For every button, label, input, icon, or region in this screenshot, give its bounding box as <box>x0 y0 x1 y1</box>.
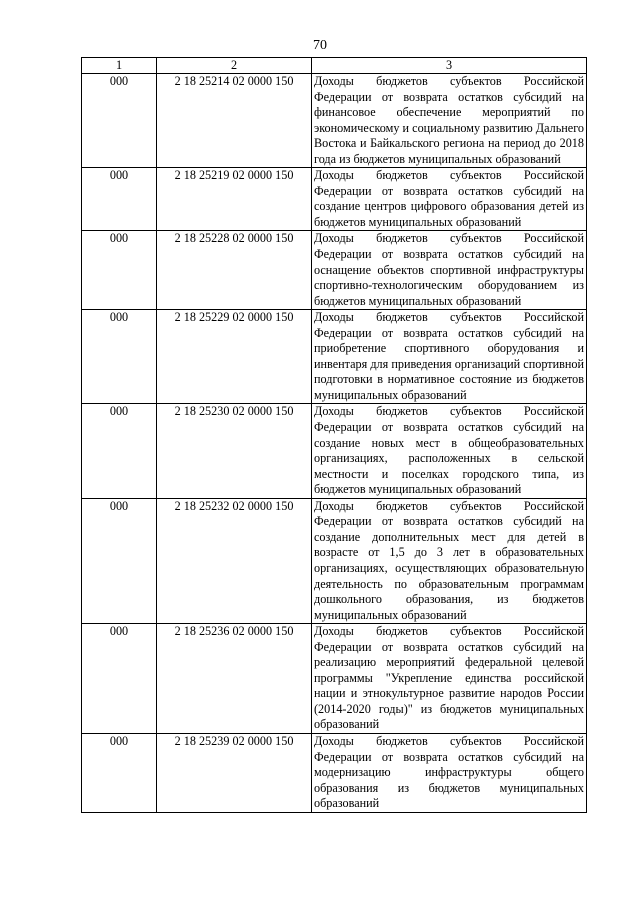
table-row <box>82 168 587 231</box>
admin-code-cell: 000 <box>82 74 157 168</box>
admin-code-cell: 000 <box>82 231 157 310</box>
budget-code-cell: 2 18 25230 02 0000 150 <box>157 404 312 498</box>
description-cell: Доходы бюджетов субъектов Российской Федерации от возврата остатков субсидий на приобретение спортивного оборудования и инвентаря для приведения организаций спортивной подготовки в нормативное состояние из бюджетов муниципальных образований <box>312 310 587 404</box>
table-row <box>82 310 587 404</box>
description-cell: Доходы бюджетов субъектов Российской Федерации от возврата остатков субсидий на создание новых мест в общеобразовательных организациях, расположенных в сельской местности и поселках городского типа, из бюджетов муниципальных образований <box>312 404 587 498</box>
table-row <box>82 624 587 734</box>
admin-code-cell: 000 <box>82 310 157 404</box>
description-cell: Доходы бюджетов субъектов Российской Федерации от возврата остатков субсидий на оснащение объектов спортивной инфраструктуры спортивно-технологическим оборудованием из бюджетов муниципальных образований <box>312 231 587 310</box>
budget-code-cell: 2 18 25232 02 0000 150 <box>157 498 312 623</box>
budget-code-cell: 2 18 25229 02 0000 150 <box>157 310 312 404</box>
table-row <box>82 733 587 812</box>
admin-code-cell: 000 <box>82 624 157 734</box>
header-cell-1: 1 <box>82 58 157 74</box>
description-cell: Доходы бюджетов субъектов Российской Федерации от возврата остатков субсидий на реализацию мероприятий федеральной целевой программы "Укрепление единства российской нации и этнокультурное развитие народов России (2014-2020 годы)" из бюджетов муниципальных образований <box>312 624 587 734</box>
description-cell: Доходы бюджетов субъектов Российской Федерации от возврата остатков субсидий на финансовое обеспечение мероприятий по экономическому и социальному развитию Дальнего Востока и Байкальского региона на период до 2018 года из бюджетов муниципальных образований <box>312 74 587 168</box>
description-cell: Доходы бюджетов субъектов Российской Федерации от возврата остатков субсидий на модернизацию инфраструктуры общего образования из бюджетов муниципальных образований <box>312 733 587 812</box>
admin-code-cell: 000 <box>82 733 157 812</box>
budget-code-cell: 2 18 25219 02 0000 150 <box>157 168 312 231</box>
admin-code-cell: 000 <box>82 404 157 498</box>
budget-code-cell: 2 18 25214 02 0000 150 <box>157 74 312 168</box>
admin-code-cell: 000 <box>82 168 157 231</box>
table-row <box>82 404 587 498</box>
budget-revenue-table <box>81 57 587 813</box>
admin-code-cell: 000 <box>82 498 157 623</box>
budget-code-cell: 2 18 25239 02 0000 150 <box>157 733 312 812</box>
table-header-row <box>82 58 587 74</box>
table-row <box>82 231 587 310</box>
description-cell: Доходы бюджетов субъектов Российской Федерации от возврата остатков субсидий на создание центров цифрового образования детей из бюджетов муниципальных образований <box>312 168 587 231</box>
header-cell-3: 3 <box>312 58 587 74</box>
budget-code-cell: 2 18 25236 02 0000 150 <box>157 624 312 734</box>
page-number: 70 <box>313 38 327 53</box>
table-row <box>82 498 587 623</box>
budget-code-cell: 2 18 25228 02 0000 150 <box>157 231 312 310</box>
table-row <box>82 74 587 168</box>
description-cell: Доходы бюджетов субъектов Российской Федерации от возврата остатков субсидий на создание дополнительных мест для детей в возрасте от 1,5 до 3 лет в образовательных организациях, осуществляющих образовательную деятельность по образовательным программам дошкольного образования, из бюджетов муниципальных образований <box>312 498 587 623</box>
header-cell-2: 2 <box>157 58 312 74</box>
